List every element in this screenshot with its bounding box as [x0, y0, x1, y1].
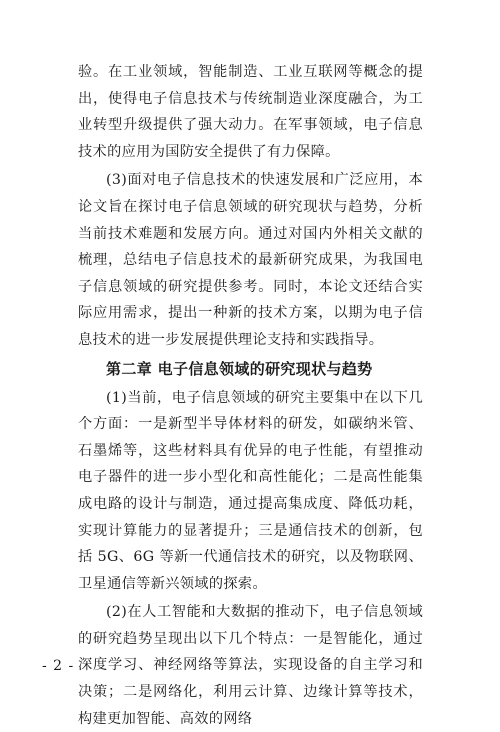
page-number: - 2 - [42, 658, 75, 674]
chapter-heading: 第二章 电子信息领域的研究现状与趋势 [106, 359, 373, 378]
paragraph-2: (2)在人工智能和大数据的推动下，电子信息领域的研究趋势呈现出以下几个特点：一是智能化，通过深度学习、神经网络等算法，实现设备的自主学习和决策；二是网络化，利用云计算、边缘计算等技术，构建更加智能、高效的网络 [78, 604, 423, 727]
paragraph-1: (1)当前，电子信息领域的研究主要集中在以下几个方面：一是新型半导体材料的研发，如碳纳米管、石墨烯等，这些材料具有优异的电子性能，有望推动电子器件的进一步小型化和高性能化；二是高性能集成电路的设计与制造，通过提高集成度、降低功耗，实现计算能力的显著提升；三是通信技术的创新，包括 5G、6G 等新一代通信技术的研究，以及物联网、卫星通信等新兴领域的探索。 [78, 389, 423, 592]
paragraph-continued: 验。在工业领域，智能制造、工业互联网等概念的提出，使得电子信息技术与传统制造业深度融合，为工业转型升级提供了强大动力。在军事领域，电子信息技术的应用为国防安全提供了有力保障。 [78, 64, 423, 160]
paragraph-3: (3)面对电子信息技术的快速发展和广泛应用，本论文旨在探讨电子信息领域的研究现状与趋势，分析当前技术难题和发展方向。通过对国内外相关文献的梳理，总结电子信息技术的最新研究成果，为我国电子信息领域的研究提供参考。同时，本论文还结合实际应用需求，提出一种新的技术方案，以期为电子信息技术的进一步发展提供理论支持和实践指导。 [78, 172, 423, 348]
body-text [78, 59, 423, 732]
